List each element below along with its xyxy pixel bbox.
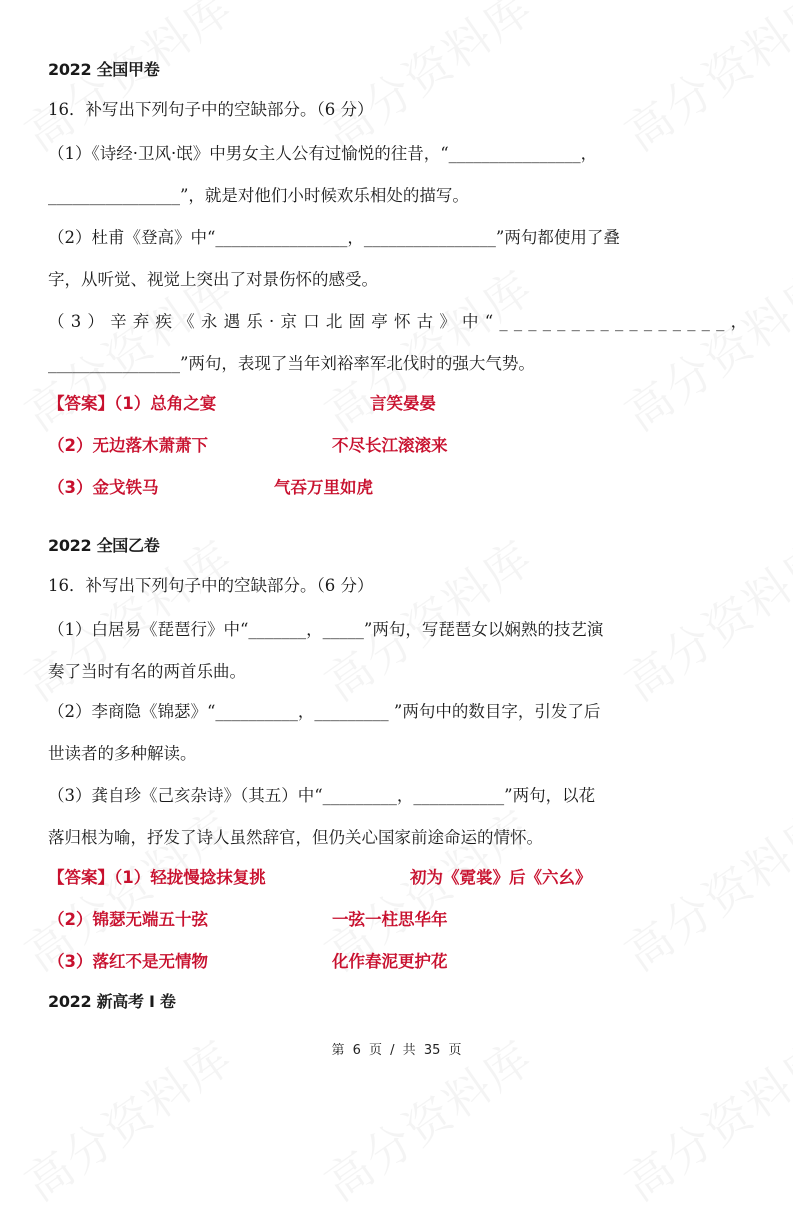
answer-label: （3）落红不是无情物: [48, 952, 208, 971]
question-line: （2）杜甫《登高》中“________________，________________”两句都使用了叠: [48, 228, 620, 247]
question-line: 世读者的多种解读。: [48, 744, 197, 763]
answer-line: [48, 951, 748, 973]
watermark: [610, 0, 793, 164]
answer-line: [48, 909, 748, 931]
section-heading: 2022 全国乙卷: [48, 536, 160, 555]
answer-second: 言笑晏晏: [370, 394, 436, 413]
answer-second: 气吞万里如虎: [274, 478, 373, 497]
answer-line: [48, 867, 748, 889]
watermark: [310, 0, 544, 164]
question-line: （2）李商隐《锦瑟》“__________，_________ ”两句中的数目字，引发了后: [48, 702, 601, 721]
answer-label: 【答案】（1）总角之宴: [48, 394, 217, 413]
answer-line: [48, 477, 748, 499]
answer-label: （2）无边落木萧萧下: [48, 436, 208, 455]
question-line: ________________”两句，表现了当年刘裕率军北伐时的强大气势。: [48, 354, 535, 373]
answer-second: 不尽长江滚滚来: [332, 436, 448, 455]
answer-line: [48, 393, 748, 415]
question-title: 16．补写出下列句子中的空缺部分。（6 分）: [48, 576, 374, 595]
question-line: （3）辛弃疾《永遇乐·京口北固亭怀古》中“________________，: [48, 312, 754, 331]
watermark: [610, 252, 793, 444]
question-line: （3）龚自珍《己亥杂诗》（其五）中“_________，___________”两句，以花: [48, 786, 596, 805]
watermark: [610, 522, 793, 714]
watermark: [10, 0, 244, 164]
question-line: （1）《诗经·卫风·氓》中男女主人公有过愉悦的往昔，“________________，: [48, 144, 598, 163]
question-line: （1）白居易《琵琶行》中“_______，_____”两句，写琵琶女以娴熟的技艺演: [48, 620, 604, 639]
answer-line: [48, 435, 748, 457]
section-heading: 2022 新高考 I 卷: [48, 992, 176, 1011]
question-line: 落归根为喻，抒发了诗人虽然辞官，但仍关心国家前途命运的情怀。: [48, 828, 543, 847]
answer-second: 初为《霓裳》后《六幺》: [410, 868, 592, 887]
answer-label: （3）金戈铁马: [48, 478, 159, 497]
question-title: 16．补写出下列句子中的空缺部分。（6 分）: [48, 100, 374, 119]
question-line: 字，从听觉、视觉上突出了对景伤怀的感受。: [48, 270, 378, 289]
answer-second: 化作春泥更护花: [332, 952, 448, 971]
answer-label: 【答案】（1）轻拢慢捻抹复挑: [48, 868, 266, 887]
page-footer: [0, 1039, 793, 1058]
question-line: 奏了当时有名的两首乐曲。: [48, 662, 246, 681]
section-heading: 2022 全国甲卷: [48, 60, 160, 79]
question-line: ________________”，就是对他们小时候欢乐相处的描写。: [48, 186, 469, 205]
answer-second: 一弦一柱思华年: [332, 910, 448, 929]
page-number: 第 6 页 / 共 35 页: [331, 1043, 462, 1058]
answer-label: （2）锦瑟无端五十弦: [48, 910, 208, 929]
